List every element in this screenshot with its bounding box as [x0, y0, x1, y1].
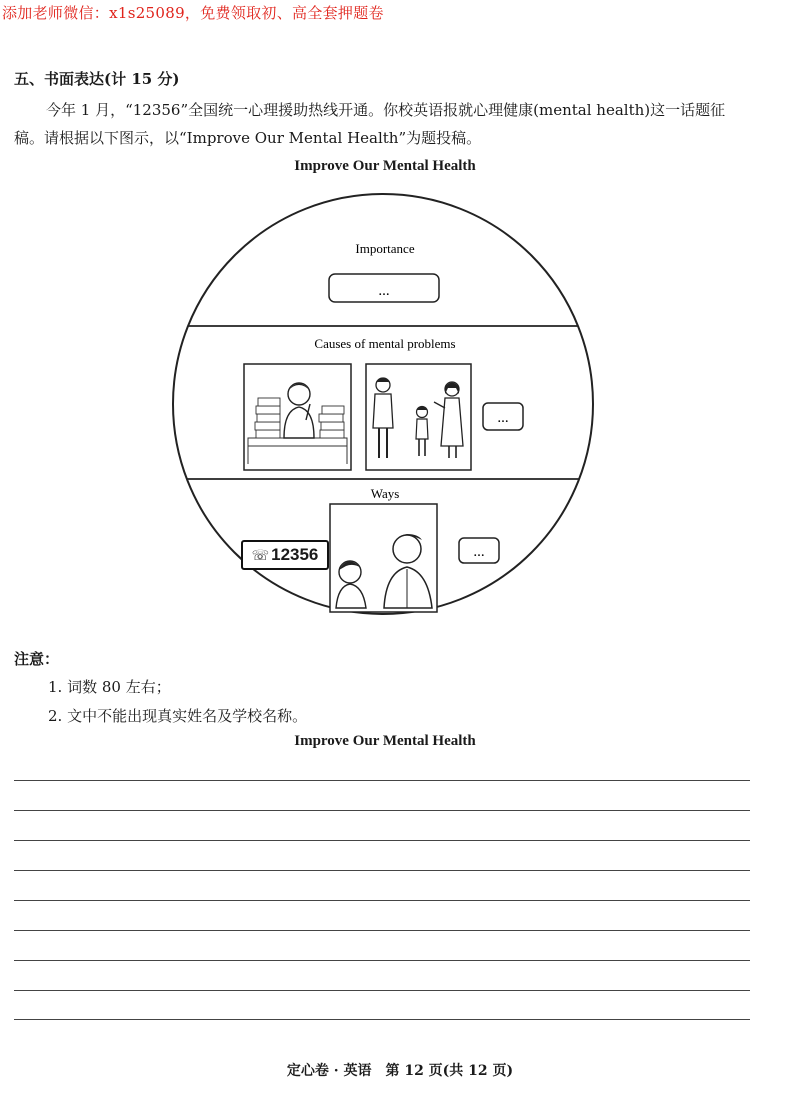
diagram-title: Improve Our Mental Health [294, 158, 476, 174]
phone-icon: ☏ [251, 547, 270, 563]
note-item: 2. 文中不能出现真实姓名及学校名称。 [48, 707, 308, 725]
writing-line[interactable] [14, 1019, 750, 1020]
prompt-paragraph: 今年 1 月，“12356”全国统一心理援助热线开通。你校英语报就心理健康(mental health)这一话题征稿。请根据以下图示，以“Improve Our Mental Health”为题投稿。 [14, 101, 726, 147]
writing-line[interactable] [14, 960, 750, 961]
hotline-number: 12356 [271, 545, 319, 564]
stressed-student-picture [244, 364, 351, 470]
importance-box-text: ... [378, 283, 390, 299]
section-heading: 五、书面表达(计 15 分) [14, 70, 180, 88]
notes-title: 注意： [14, 650, 60, 668]
mind-map-svg [160, 188, 606, 620]
ways-box-text: ... [473, 544, 485, 560]
causes-box-text: ... [497, 410, 509, 426]
family-conflict-picture [366, 364, 471, 470]
hotline-badge [241, 540, 329, 570]
mind-map-diagram [160, 188, 606, 624]
importance-label: Importance [355, 241, 415, 256]
watermark-banner: 添加老师微信：x1s25089，免费领取初、高全套押题卷 [2, 4, 384, 22]
answer-title: Improve Our Mental Health [294, 733, 476, 749]
writing-line[interactable] [14, 900, 750, 901]
page-footer: 定心卷 · 英语 第 12 页(共 12 页) [286, 1063, 514, 1079]
teacher-talk-picture [330, 504, 437, 612]
writing-line[interactable] [14, 990, 750, 991]
causes-label: Causes of mental problems [314, 336, 456, 351]
writing-line[interactable] [14, 840, 750, 841]
writing-line[interactable] [14, 810, 750, 811]
writing-line[interactable] [14, 780, 750, 781]
writing-line[interactable] [14, 870, 750, 871]
ways-label: Ways [370, 486, 400, 501]
note-item: 1. 词数 80 左右； [48, 678, 171, 696]
writing-line[interactable] [14, 930, 750, 931]
